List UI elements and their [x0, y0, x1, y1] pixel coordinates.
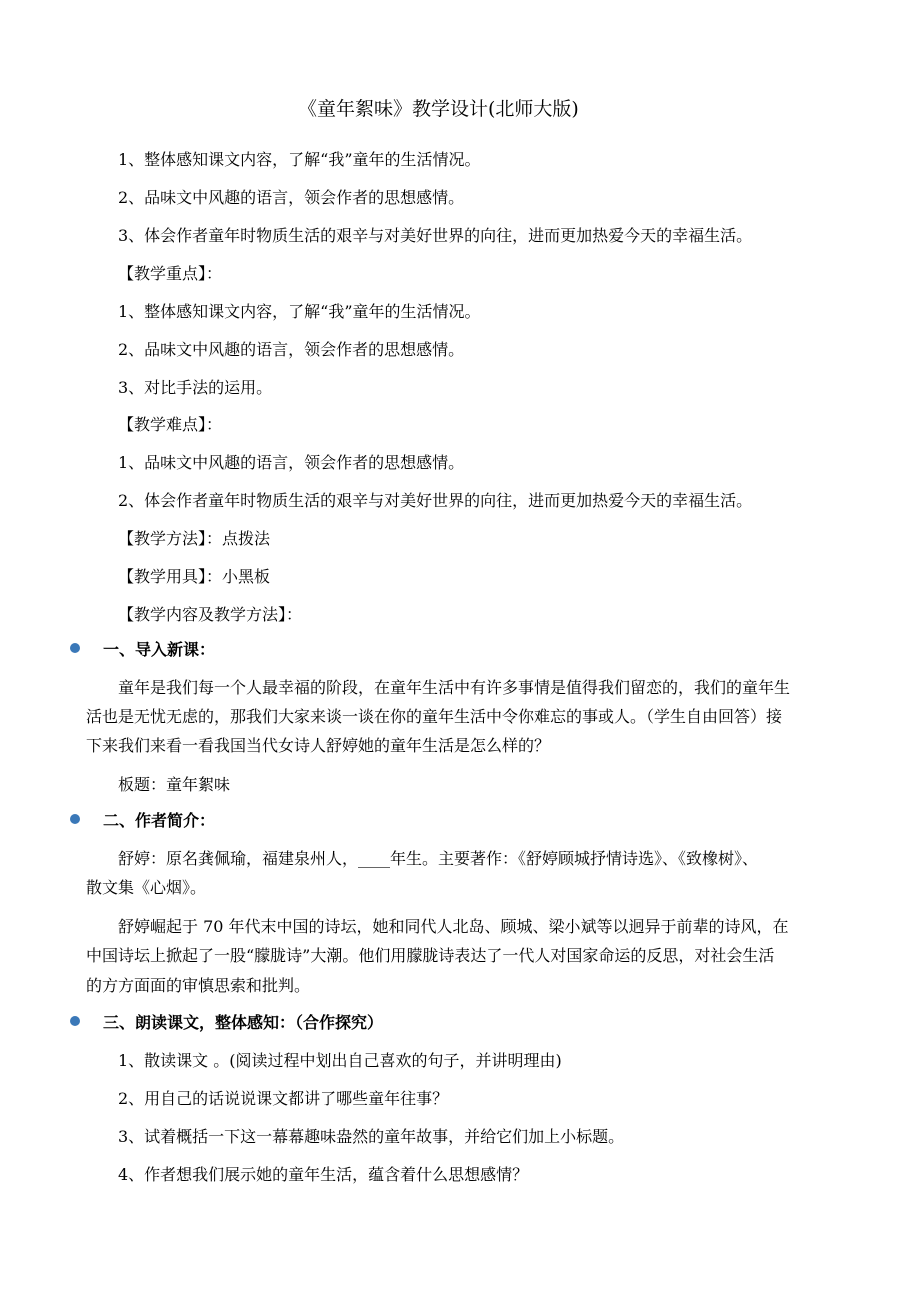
section-1-line-4: 板题：童年絮味: [118, 775, 231, 794]
section-2-line-4: 中国诗坛上掀起了一股“朦胧诗”大潮。他们用朦胧诗表达了一代人对国家命运的反思，对社会生活: [86, 946, 775, 965]
key-point-2: 2、品味文中风趣的语言，领会作者的思想感情。: [118, 340, 465, 359]
difficulty-1: 1、品味文中风趣的语言，领会作者的思想感情。: [118, 453, 465, 472]
key-point-3: 3、对比手法的运用。: [118, 378, 273, 397]
content-heading: 【教学内容及教学方法】：: [118, 605, 303, 624]
section-2-line-3: 舒婷崛起于 70 年代末中国的诗坛，她和同代人北岛、顾城、梁小斌等以迥异于前辈的诗风，在: [118, 917, 789, 936]
section-2-line-5: 的方方面面的审慎思索和批判。: [86, 976, 311, 995]
bullet-icon: [70, 643, 80, 653]
difficulties-heading: 【教学难点】：: [118, 415, 223, 434]
key-points-heading: 【教学重点】：: [118, 264, 223, 283]
section-3-line-3: 3、试着概括一下这一幕幕趣味盎然的童年故事，并给它们加上小标题。: [118, 1127, 625, 1146]
bullet-icon: [70, 1016, 80, 1026]
objective-3: 3、体会作者童年时物质生活的艰辛与对美好世界的向往，进而更加热爱今天的幸福生活。: [118, 226, 753, 245]
method-line: 【教学方法】：点拨法: [118, 529, 271, 548]
bullet-icon: [70, 814, 80, 824]
section-1-line-2: 活也是无忧无虑的，那我们大家来谈一谈在你的童年生活中令你难忘的事或人。（学生自由回答）接: [86, 707, 783, 726]
objective-1: 1、整体感知课文内容，了解“我”童年的生活情况。: [118, 150, 481, 169]
tools-line: 【教学用具】：小黑板: [118, 567, 271, 586]
key-point-1: 1、整体感知课文内容，了解“我”童年的生活情况。: [118, 302, 481, 321]
section-3-line-4: 4、作者想我们展示她的童年生活，蕴含着什么思想感情？: [118, 1165, 529, 1184]
section-1-line-1: 童年是我们每一个人最幸福的阶段，在童年生活中有许多事情是值得我们留恋的，我们的童年生: [118, 678, 791, 697]
difficulty-2: 2、体会作者童年时物质生活的艰辛与对美好世界的向往，进而更加热爱今天的幸福生活。: [118, 491, 753, 510]
section-1-line-3: 下来我们来看一看我国当代女诗人舒婷她的童年生活是怎么样的？: [86, 736, 551, 755]
document-title: 《童年絮味》教学设计(北师大版): [298, 98, 579, 120]
section-3-line-2: 2、用自己的话说说课文都讲了哪些童年往事？: [118, 1089, 449, 1108]
section-3-line-1: 1、散读课文 。(阅读过程中划出自己喜欢的句子，并讲明理由): [118, 1051, 562, 1070]
section-3-heading: 三、朗读课文，整体感知：（合作探究）: [103, 1013, 384, 1032]
section-2-line-1: 舒婷：原名龚佩瑜，福建泉州人，____年生。主要著作：《舒婷顾城抒情诗选》、《致橡树》、: [118, 849, 759, 868]
objective-2: 2、品味文中风趣的语言，领会作者的思想感情。: [118, 188, 465, 207]
section-2-line-2: 散文集《心烟》。: [86, 878, 207, 897]
section-1-heading: 一、导入新课：: [103, 640, 216, 659]
section-2-heading: 二、作者简介：: [103, 811, 216, 830]
